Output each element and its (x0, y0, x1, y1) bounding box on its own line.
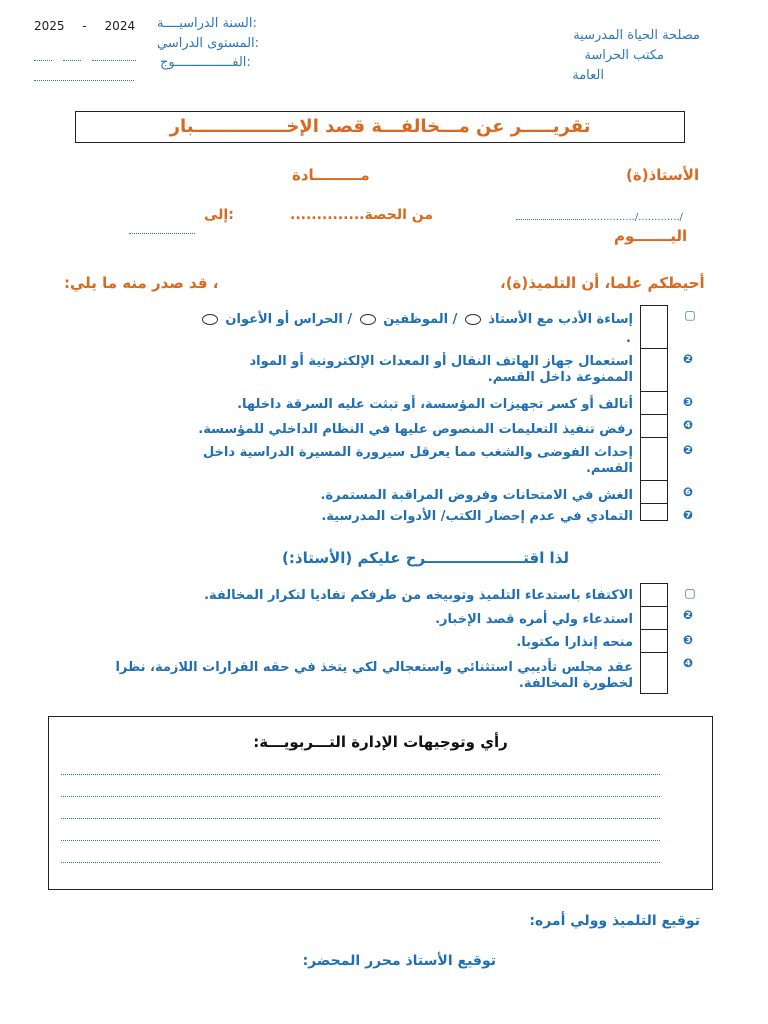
date-fill[interactable]: ................/............./ (516, 212, 683, 223)
notify-left: ، قد صدر منه ما يلي: (64, 274, 219, 292)
item-mark: ❷ (682, 443, 694, 457)
admin-title: رأي وتوجيهات الإدارة التـــربويـــة: (253, 733, 508, 751)
admin-writing-line[interactable] (61, 861, 660, 863)
suggestion-checkbox[interactable] (640, 607, 668, 630)
suggestion-item: منحه إنذارا مكتوبا. (516, 635, 633, 650)
suggest-title: لذا اقتـــــــــــــــــــرح عليكم (الأستاذ:) (282, 549, 569, 567)
item-mark: ❹ (682, 418, 694, 432)
admin-opinion-box (48, 716, 713, 890)
violation-item: استعمال جهاز الهاتف النقال أو المعدات الإلكترونية أو المواد الممنوعة داخل القسم. (249, 354, 633, 385)
violation-checkbox[interactable] (640, 349, 668, 392)
violation-checkbox[interactable] (640, 305, 668, 349)
sign-student: توقيع التلميذ وولي أمره: (529, 913, 700, 929)
option-circle[interactable] (360, 314, 376, 325)
violation-checkbox[interactable] (640, 415, 668, 438)
admin-writing-line[interactable] (61, 773, 660, 775)
item-mark: ❹ (682, 656, 694, 670)
violation-item: إحداث الفوضى والشغب مما يعرقل سيرورة المسيرة الدراسية داخل القسم. (202, 445, 633, 476)
admin-writing-line[interactable] (61, 817, 660, 819)
violation-checkbox[interactable] (640, 504, 668, 521)
suggestion-checkbox[interactable] (640, 583, 668, 607)
teacher-label: الأستاذ(ة) (626, 166, 700, 184)
violation-checkbox[interactable] (640, 438, 668, 481)
period-from: من الحصة.............. (290, 207, 434, 223)
year-from: 2024 (104, 19, 136, 33)
year-dash: - (82, 19, 87, 33)
notify-right: أحيطكم علما، أن التلميذ(ة)، (500, 274, 705, 292)
subject-label: مـــــــــادة (292, 166, 370, 184)
school-year-label: السنة الدراسيــــة: (157, 16, 257, 31)
violation-checkbox[interactable] (640, 392, 668, 415)
year-to: 2025 (34, 19, 65, 33)
violation-checkbox[interactable] (640, 481, 668, 504)
admin-writing-line[interactable] (61, 839, 660, 841)
item-mark: ❸ (682, 395, 694, 409)
suggestion-item: الاكتفاء باستدعاء التلميذ وتوبيخه من طرفكم تفاديا لتكرار المخالفة. (204, 588, 633, 603)
option-circle[interactable] (202, 314, 218, 325)
day-label: اليـــــــوم (614, 227, 688, 245)
violation-item: الغش في الامتحانات وفروض المراقبة المستمرة. (320, 488, 633, 503)
level-fill[interactable] (34, 46, 136, 65)
report-title: تقريـــــر عن مـــخالفـــة قصد الإخـــــــــــــــبار (75, 111, 685, 143)
suggestion-item: عقد مجلس تأديبي استثنائي واستعجالي لكي يتخذ في حقه القرارات اللازمة، نظرا لخطورة المخالفة. (115, 660, 633, 691)
item-mark: ❷ (682, 352, 694, 366)
header-right-line3: العامة (572, 68, 604, 83)
violations-checkbox-column (640, 305, 668, 521)
violation-item-tail: . (626, 331, 631, 346)
item-mark: ❼ (682, 508, 694, 522)
violation-item: أتالف أو كسر تجهيزات المؤسسة، أو تبثت عليه السرقة داخلها. (237, 397, 633, 412)
header-right-line2: مكتب الحراسة (584, 48, 664, 63)
level-label: المستوى الدراسي: (157, 36, 260, 51)
item-mark: ❻ (682, 485, 694, 499)
suggestion-item: استدعاء ولي أمره قصد الإخبار. (435, 612, 633, 627)
period-to-label: إلى: (204, 207, 234, 223)
admin-writing-line[interactable] (61, 795, 660, 797)
item-mark-1: ▢ (684, 308, 696, 322)
option-circle[interactable] (465, 314, 481, 325)
item-mark-1: ▢ (684, 586, 696, 600)
header-right-line1: مصلحة الحياة المدرسية (573, 28, 700, 43)
class-fill[interactable] (34, 66, 134, 85)
school-year-value (34, 19, 135, 33)
item-mark: ❷ (682, 608, 694, 622)
suggestions-checkbox-column (640, 583, 668, 694)
period-to-fill[interactable] (129, 219, 195, 238)
suggestion-checkbox[interactable] (640, 653, 668, 694)
item-mark: ❸ (682, 633, 694, 647)
suggestion-checkbox[interactable] (640, 630, 668, 653)
violation-item: رفض تنفيذ التعليمات المنصوص عليها في النظام الداخلي للمؤسسة. (198, 422, 633, 437)
violation-item: إساءة الأدب مع الأستاذ / الموظفين / الحراس أو الأعوان (145, 312, 633, 328)
class-label: الفـــــــــــــــوج: (160, 55, 251, 70)
sign-teacher: توقيع الأستاذ محرر المحضر: (302, 953, 496, 969)
violation-item: التمادي في عدم إحضار الكتب/ الأدوات المدرسية. (321, 509, 633, 524)
